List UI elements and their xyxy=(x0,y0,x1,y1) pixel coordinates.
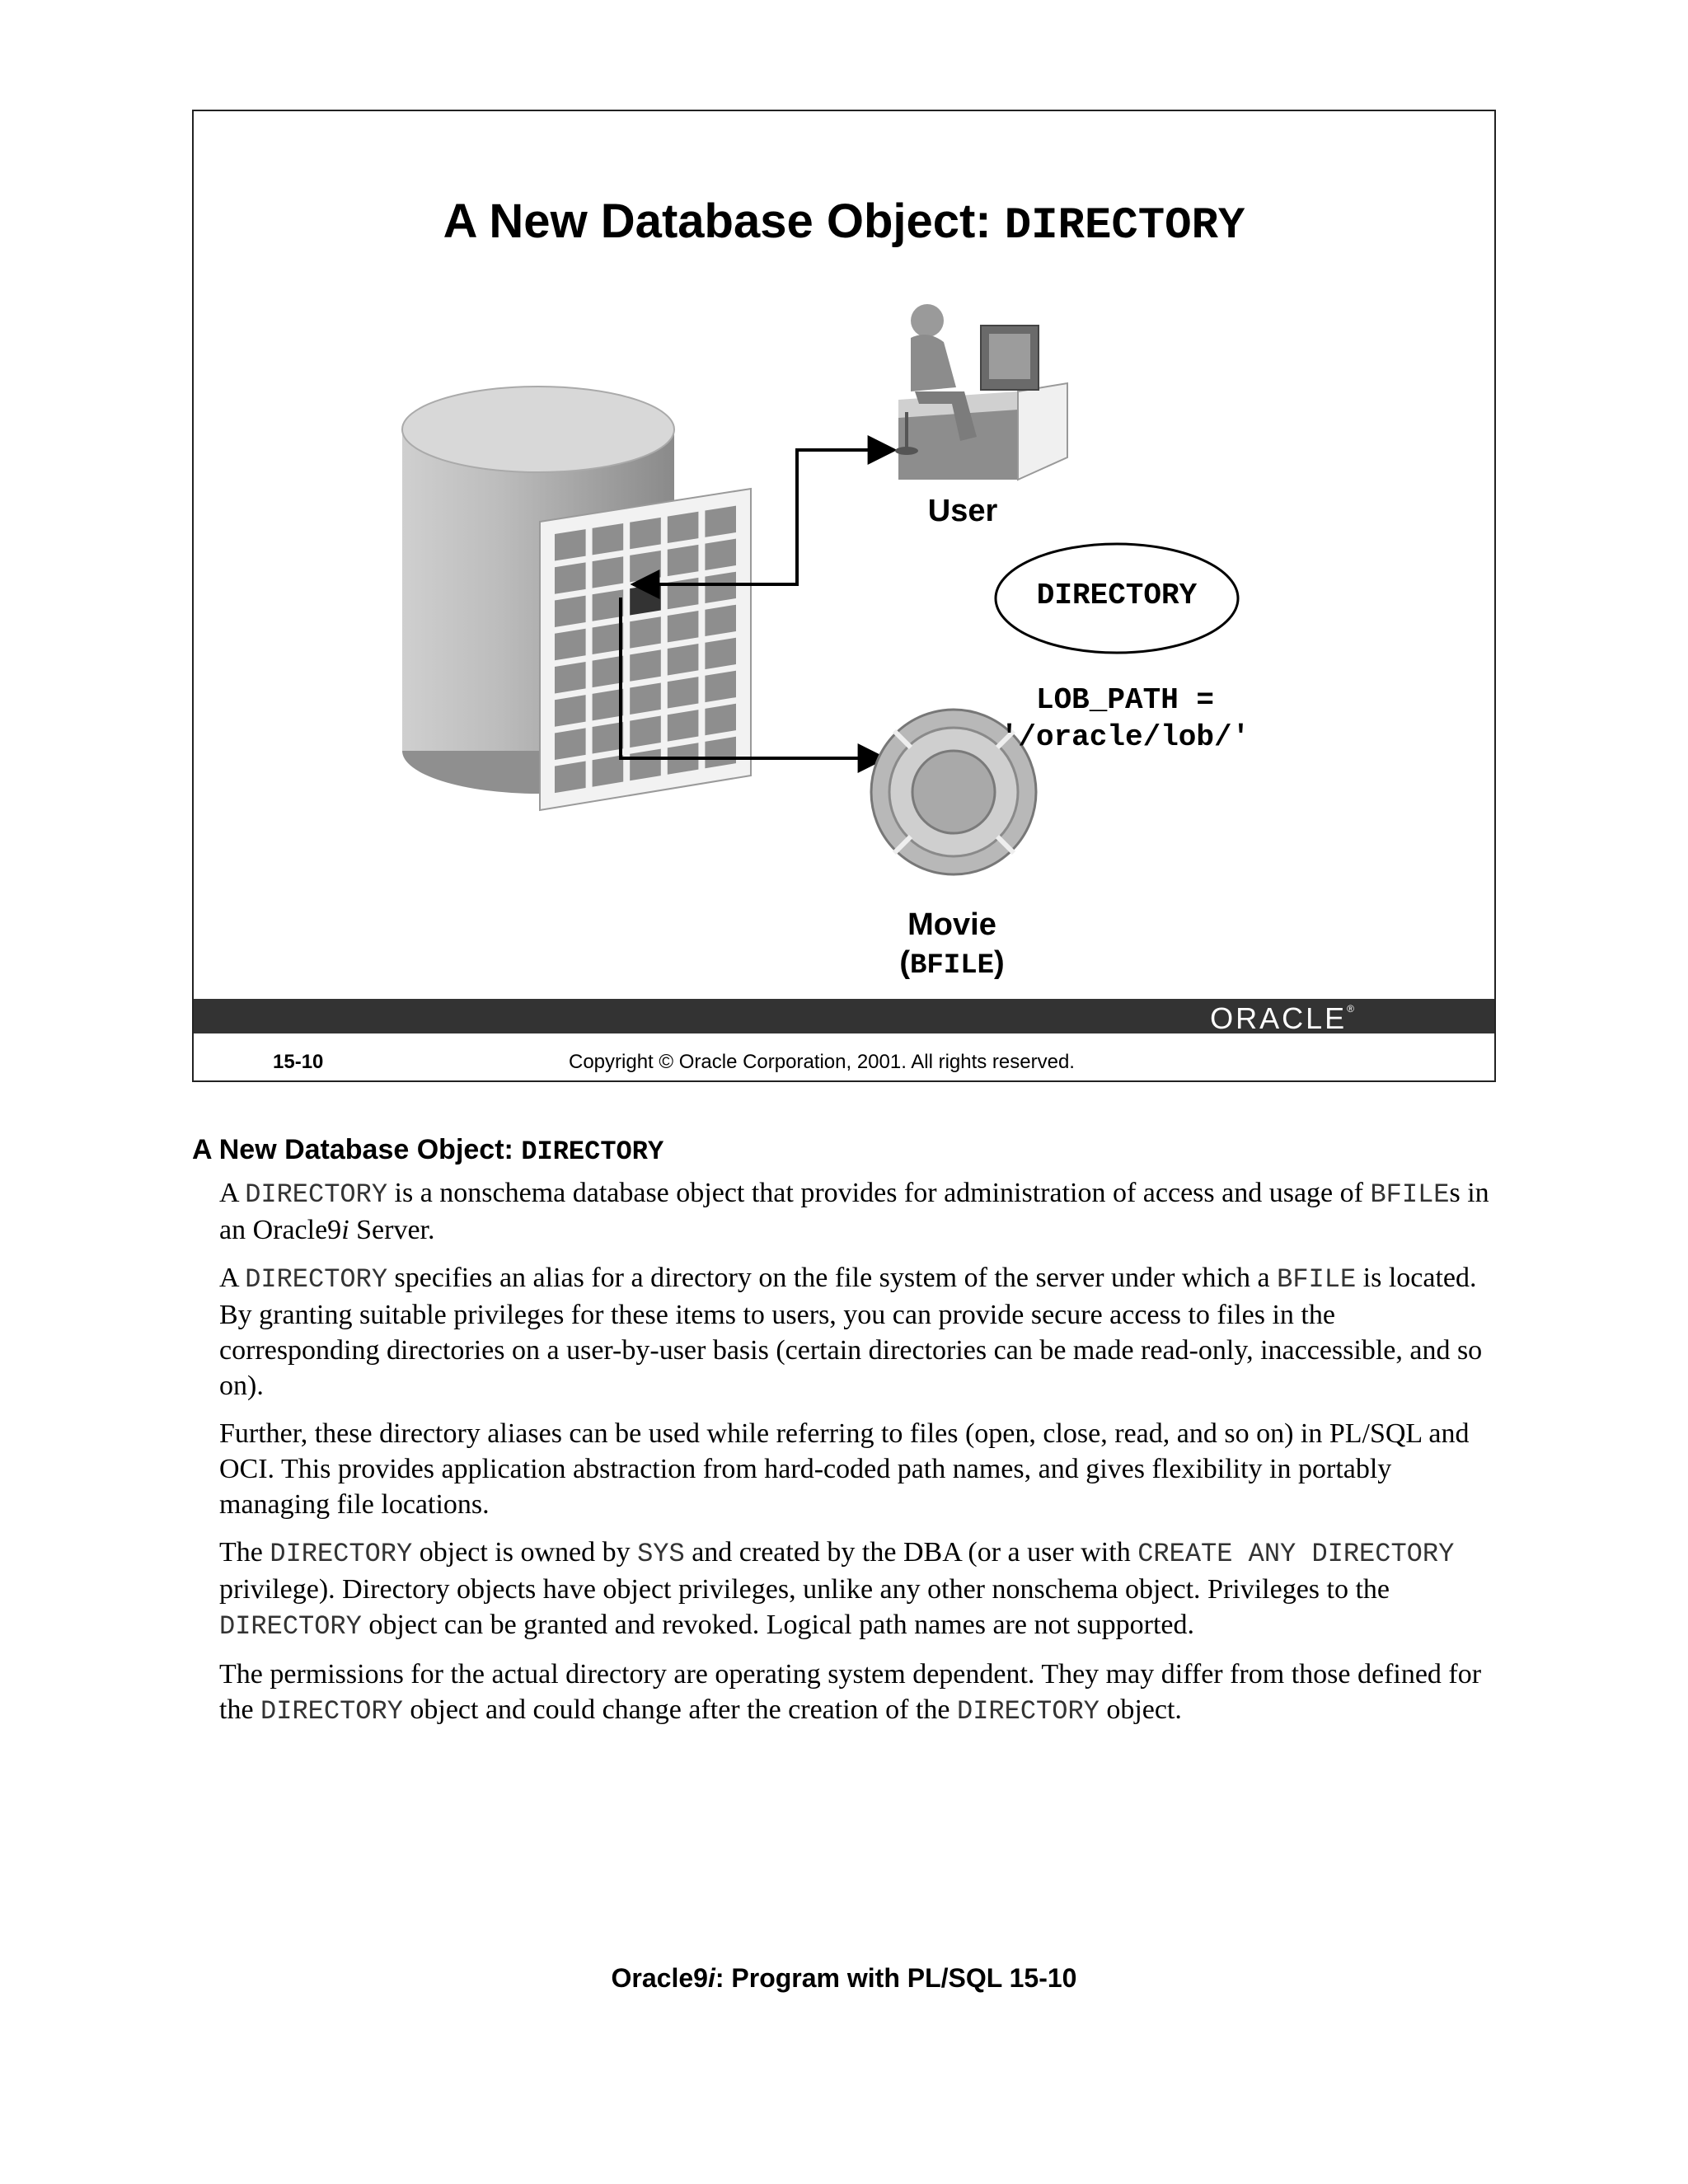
code-term: DIRECTORY xyxy=(260,1696,403,1727)
grid-cell xyxy=(668,644,699,675)
text-run: object. xyxy=(1099,1694,1182,1725)
oracle-logo-text: ORACLE xyxy=(1210,1001,1348,1035)
grid-cell xyxy=(630,716,661,748)
page-footer xyxy=(0,1963,1688,1994)
grid-cell xyxy=(705,572,736,603)
grid-cell xyxy=(705,704,736,735)
paragraph-5 xyxy=(219,1657,1497,1729)
code-term: SYS xyxy=(637,1539,685,1569)
grid-cell xyxy=(630,616,661,648)
grid-cell-selected xyxy=(630,583,661,615)
grid-cell xyxy=(593,556,624,588)
code-term: BFILE xyxy=(1277,1264,1357,1295)
directory-label: DIRECTORY xyxy=(1036,579,1198,612)
grid-cell xyxy=(555,596,586,627)
text-run: and created by the DBA (or a user with xyxy=(684,1537,1138,1568)
grid-cell xyxy=(593,622,624,654)
grid-cell xyxy=(668,512,699,543)
code-term: DIRECTORY xyxy=(245,1179,388,1210)
grid-cell xyxy=(705,737,736,768)
grid-cell xyxy=(705,671,736,702)
text-run: s in an Oracle9 xyxy=(219,1178,1489,1245)
bfile-close-paren: ) xyxy=(994,945,1005,980)
grid-cell xyxy=(705,638,736,669)
bfile-open-paren: ( xyxy=(899,945,910,980)
user-label: User xyxy=(927,494,998,528)
text-run: A xyxy=(219,1178,246,1208)
code-term: DIRECTORY xyxy=(270,1539,413,1569)
grid-cell xyxy=(668,677,699,708)
text-run: privilege). Directory objects have object privileges, unlike any other nonschema object. Privileges to the xyxy=(219,1574,1390,1605)
grid-cell xyxy=(705,539,736,570)
paragraph-4 xyxy=(219,1535,1497,1644)
grid-cell xyxy=(593,689,624,721)
grid-cell xyxy=(555,562,586,593)
section-heading-code: DIRECTORY xyxy=(521,1137,664,1167)
paragraph-1 xyxy=(219,1175,1497,1248)
grid-cell xyxy=(593,722,624,754)
body-text xyxy=(219,1175,1497,1741)
grid-cell xyxy=(555,629,586,660)
grid-cell xyxy=(555,728,586,760)
grid-cell xyxy=(593,523,624,555)
section-heading-text: A New Database Object: xyxy=(192,1134,522,1165)
grid-cell xyxy=(555,662,586,694)
paragraph-2 xyxy=(219,1260,1497,1404)
grid-cell xyxy=(630,749,661,781)
text-run-italic: i xyxy=(341,1215,349,1245)
footer-text: Oracle9 xyxy=(611,1963,708,1993)
code-term: DIRECTORY xyxy=(219,1611,362,1642)
grid-cell xyxy=(668,578,699,609)
data-grid-icon xyxy=(540,489,751,810)
paragraph-3: Further, these directory aliases can be used while referring to files (open, close, read, and so on) in PL/SQL and OCI. This provides application abstraction from hard-coded path names, and gives flexibility in portably managing file locations. xyxy=(219,1418,1470,1520)
code-term: BFILE xyxy=(1370,1179,1450,1210)
text-run: object and could change after the creation of the xyxy=(402,1694,958,1725)
directory-diagram xyxy=(194,111,1494,1080)
oracle-logo-mark: ® xyxy=(1347,1003,1354,1015)
text-run: object is owned by xyxy=(412,1537,638,1568)
lob-path-value: '/oracle/lob/' xyxy=(1000,720,1250,754)
text-run: object can be granted and revoked. Logical path names are not supported. xyxy=(361,1610,1194,1640)
grid-cell xyxy=(555,695,586,727)
text-run: is located. By granting suitable privileges for these items to users, you can provide secure access to files in the corresponding directories on a user-by-user basis (certain directories can be made read-only, inaccessible, and so on). xyxy=(219,1263,1483,1401)
copyright-notice: Copyright © Oracle Corporation, 2001. All rights reserved. xyxy=(569,1051,1075,1073)
slide xyxy=(192,110,1496,1082)
text-run: is a nonschema database object that provides for administration of access and usage of xyxy=(387,1178,1371,1208)
text-run: The permissions for the actual directory are operating system dependent. They may differ from those defined for the xyxy=(219,1659,1482,1725)
grid-cell xyxy=(630,649,661,681)
footer-text-italic: i xyxy=(707,1963,715,1993)
grid-cell xyxy=(668,545,699,576)
slide-title-code: DIRECTORY xyxy=(1004,201,1245,251)
text-run: A xyxy=(219,1263,246,1293)
footer-text: : Program with PL/SQL 15-10 xyxy=(715,1963,1077,1993)
lob-path-label: LOB_PATH = xyxy=(1035,683,1215,717)
grid-cell xyxy=(630,518,661,549)
section-heading xyxy=(192,1134,663,1167)
slide-title-text: A New Database Object: xyxy=(443,194,1005,248)
grid-cell xyxy=(668,611,699,642)
grid-cell xyxy=(705,506,736,537)
code-term: DIRECTORY xyxy=(245,1264,388,1295)
grid-cell xyxy=(593,589,624,621)
text-run: specifies an alias for a directory on the file system of the server under which a xyxy=(387,1263,1278,1293)
grid-cell xyxy=(668,710,699,741)
text-run: The xyxy=(219,1537,270,1568)
user-at-computer-icon xyxy=(895,304,1067,480)
grid-cell xyxy=(593,755,624,787)
grid-cell xyxy=(630,551,661,582)
bfile-code: BFILE xyxy=(909,950,995,982)
oracle-logo xyxy=(1210,1001,1354,1035)
grid-cell xyxy=(555,529,586,560)
bfile-label xyxy=(861,944,1043,983)
text-run: Server. xyxy=(349,1215,435,1245)
code-term: DIRECTORY xyxy=(957,1696,1100,1727)
grid-cell xyxy=(705,605,736,636)
slide-number: 15-10 xyxy=(273,1051,324,1073)
movie-label: Movie xyxy=(907,907,996,942)
grid-cell xyxy=(630,682,661,714)
code-term: CREATE ANY DIRECTORY xyxy=(1137,1539,1455,1569)
grid-cell xyxy=(593,656,624,687)
grid-cell xyxy=(555,762,586,794)
